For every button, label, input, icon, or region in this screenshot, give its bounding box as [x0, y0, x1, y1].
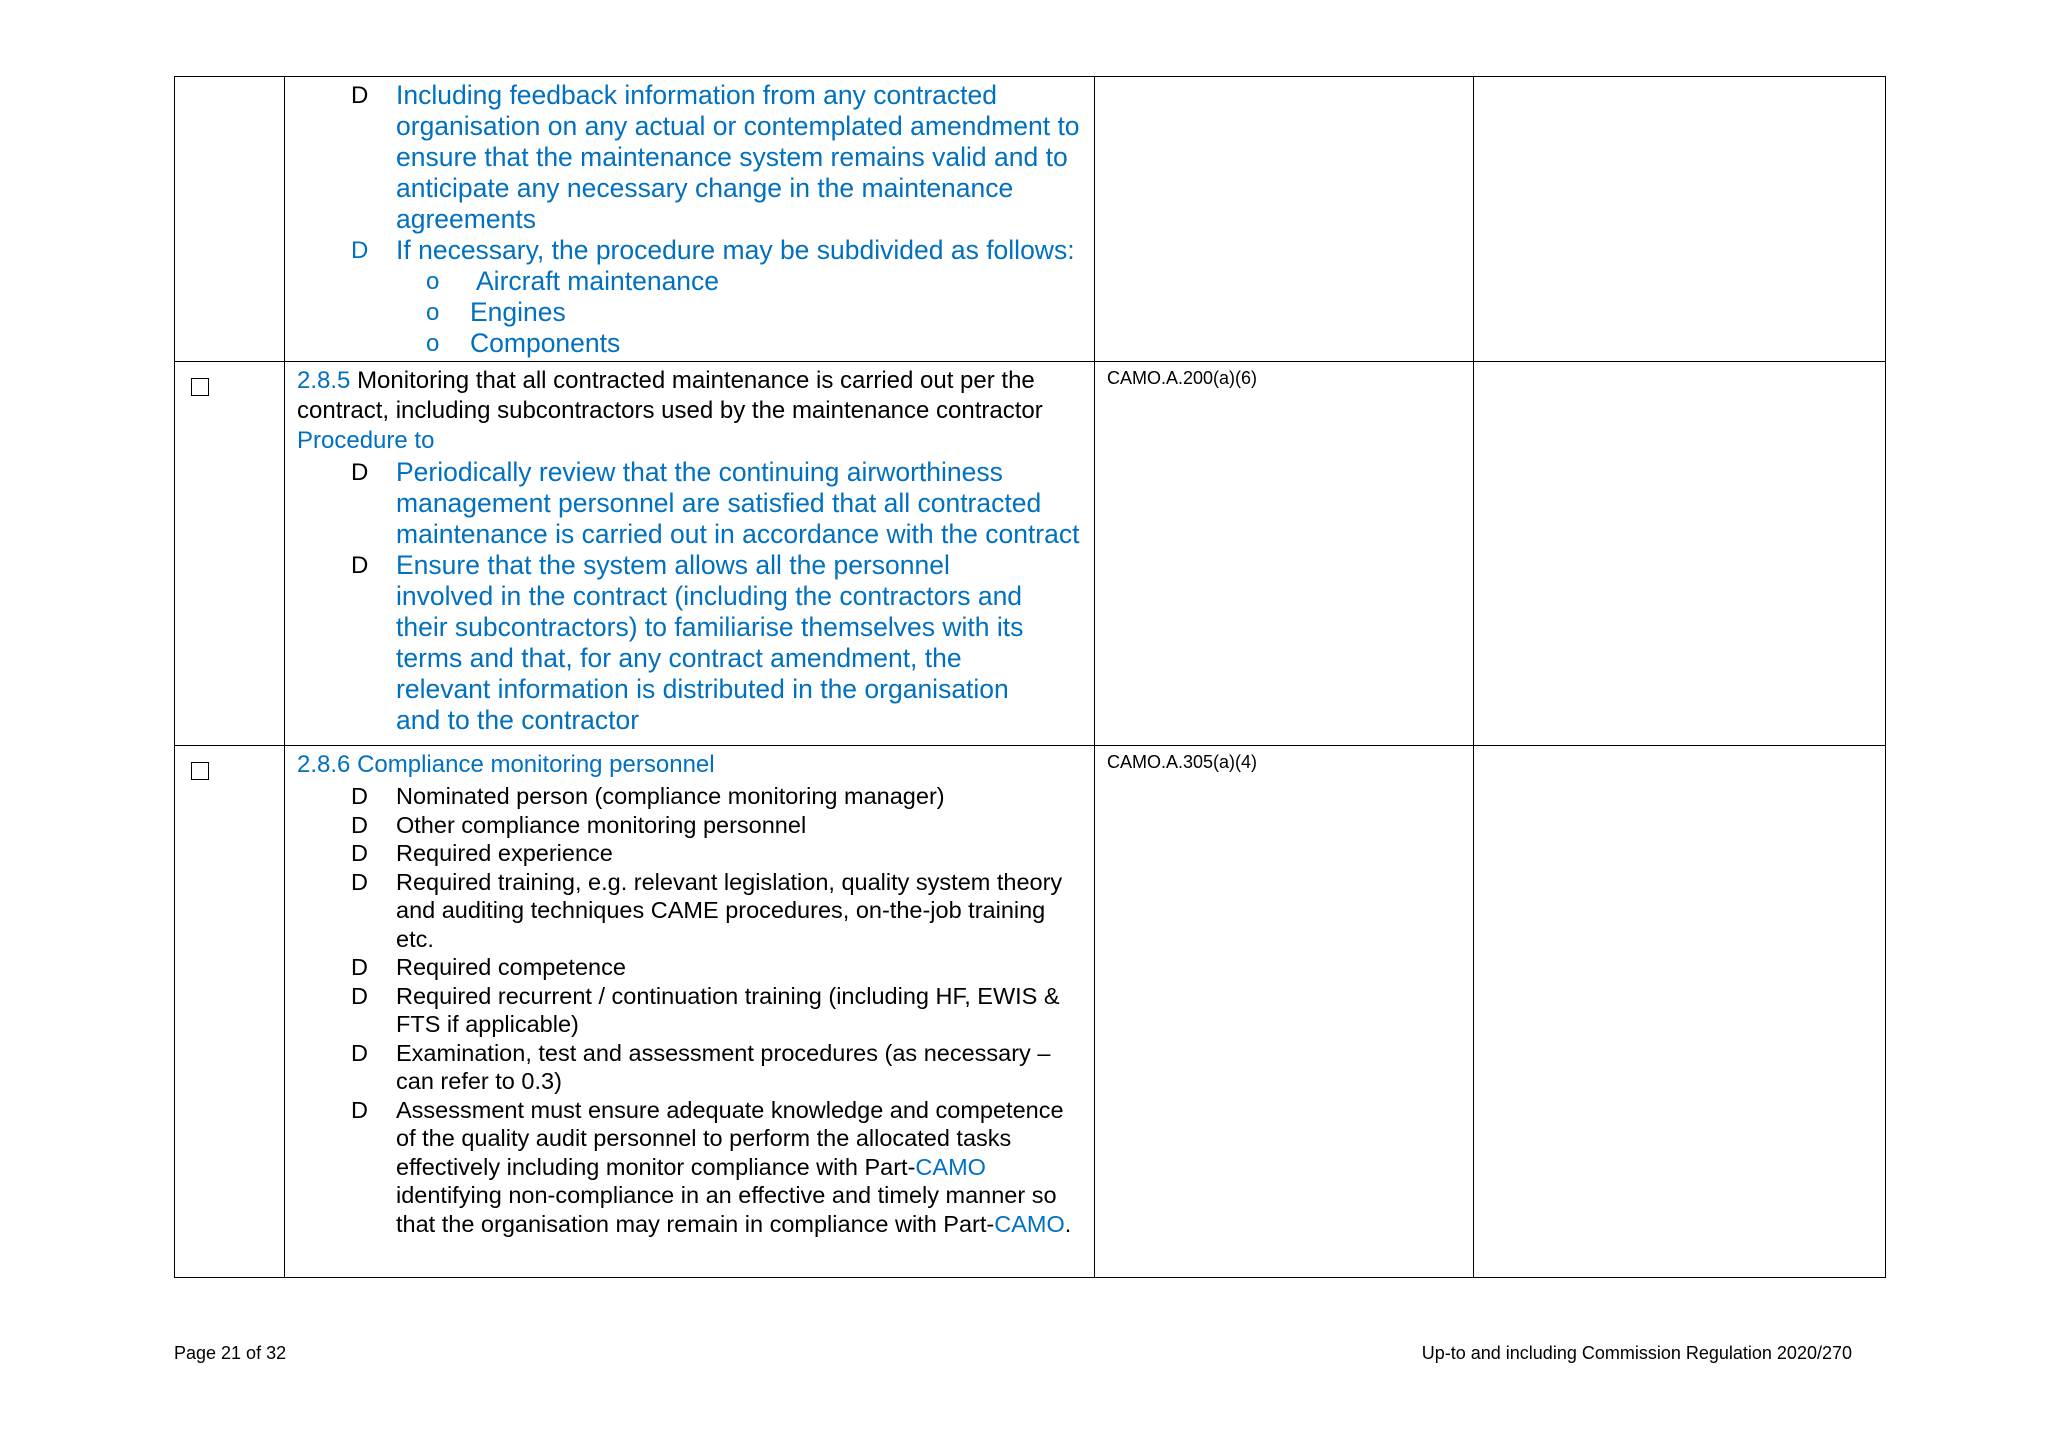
- bullet-marker: D: [351, 840, 368, 866]
- list-item: [351, 457, 1094, 550]
- part-camo-link: CAMO: [994, 1210, 1065, 1237]
- section-number: 2.8.6: [297, 751, 351, 778]
- section-heading: [297, 750, 1094, 780]
- list-item-text: Required training, e.g. relevant legislation, quality system theory and auditing techniques CAME procedures, on-the-job training etc.: [396, 868, 1063, 952]
- bullet-marker: D: [351, 954, 368, 980]
- section-heading: [297, 366, 1094, 426]
- notes-cell: [1474, 362, 1886, 746]
- list-item-text-part: identifying non-compliance in an effective and timely manner so that the organisation may remain in compliance with Part-: [396, 1182, 1057, 1237]
- bullet-marker: D: [351, 783, 368, 809]
- checkbox[interactable]: [191, 762, 209, 780]
- sub-list-item: [426, 297, 1094, 328]
- list-item-text: Nominated person (compliance monitoring manager): [396, 783, 945, 809]
- reference-cell: [1095, 362, 1474, 746]
- list-item: [351, 953, 1094, 982]
- section-title: Monitoring that all contracted maintenance is carried out per the contract, including subcontractors used by the maintenance contractor: [297, 367, 1043, 424]
- regulation-reference: CAMO.A.200(a)(6): [1107, 368, 1258, 388]
- list-item-text: Periodically review that the continuing airworthiness management personnel are satisfied that all contracted maintenance is carried out in accordance with the contract: [396, 457, 1080, 549]
- checkbox[interactable]: [191, 378, 209, 396]
- checkbox-cell: [175, 746, 285, 1278]
- sub-list-item-text: Components: [470, 328, 621, 358]
- sub-list-item: [426, 328, 1094, 359]
- bullet-marker: D: [351, 1096, 368, 1123]
- regulation-reference: CAMO.A.305(a)(4): [1107, 752, 1258, 772]
- bullet-marker: D: [351, 237, 369, 264]
- procedure-label: Procedure to: [297, 427, 435, 454]
- table-row-continuation: [175, 77, 1886, 362]
- bullet-marker: D: [351, 82, 369, 109]
- list-item: [351, 1096, 1094, 1239]
- table-row-2-8-6: [175, 746, 1886, 1278]
- sub-bullet-marker: o: [426, 268, 440, 295]
- bullet-marker: D: [351, 811, 368, 838]
- compliance-checklist-table: [174, 76, 1886, 1278]
- list-item: [351, 80, 1094, 235]
- list-item: [351, 839, 1094, 868]
- sub-list-item: [426, 266, 1094, 297]
- list-item-text-end: .: [1064, 1210, 1072, 1237]
- section-number: 2.8.5: [297, 367, 351, 394]
- bullet-marker: D: [351, 982, 368, 1009]
- content-cell: [285, 746, 1095, 1278]
- checkbox-cell: [175, 77, 285, 362]
- list-item-text: Required experience: [396, 840, 613, 866]
- sub-list-item-text: Engines: [470, 297, 566, 327]
- list-item-text: If necessary, the procedure may be subdivided as follows:: [396, 235, 1075, 265]
- sub-list-item-text: Aircraft maintenance: [476, 266, 720, 296]
- part-camo-link: CAMO: [915, 1153, 986, 1180]
- list-item-text: [396, 1096, 1094, 1239]
- list-item: [351, 1039, 1094, 1096]
- list-item: [351, 235, 1094, 266]
- list-item-text: Ensure that the system allows all the personnel involved in the contract (including the contractors and their subcontractors) to familiarise themselves with its terms and that, for any contract amendment, the relevant information is distributed in the organisation and to the contractor: [396, 550, 1024, 735]
- content-cell: [285, 362, 1095, 746]
- list-item: [351, 811, 1094, 840]
- list-item-text: Examination, test and assessment procedures (as necessary – can refer to 0.3): [396, 1039, 1051, 1094]
- section-title: Compliance monitoring personnel: [357, 751, 715, 778]
- sub-bullet-marker: o: [426, 330, 440, 357]
- page-number: Page 21 of 32: [174, 1343, 287, 1363]
- list-item-text: Including feedback information from any contracted organisation on any actual or contemplated amendment to ensure that the maintenance system remains valid and to anticipate any necessary change in the maintenance agreements: [396, 80, 1080, 234]
- bullet-marker: D: [351, 552, 369, 579]
- list-item: [351, 550, 1094, 736]
- list-item-text: Required competence: [396, 954, 626, 980]
- notes-cell: [1474, 746, 1886, 1278]
- content-cell: [285, 77, 1095, 362]
- list-item: [351, 982, 1094, 1039]
- sub-bullet-marker: o: [426, 299, 440, 326]
- regulation-footer: Up-to and including Commission Regulation 2020/270: [1421, 1343, 1852, 1363]
- reference-cell: [1095, 746, 1474, 1278]
- list-item-text-part: Assessment must ensure adequate knowledge and competence of the quality audit personnel to perform the allocated tasks effectively including monitor compliance with Part-: [396, 1096, 1064, 1180]
- bullet-marker: D: [351, 459, 369, 486]
- bullet-marker: D: [351, 1039, 368, 1066]
- list-item-text: Other compliance monitoring personnel: [396, 811, 807, 838]
- notes-cell: [1474, 77, 1886, 362]
- reference-cell: [1095, 77, 1474, 362]
- list-item: [351, 868, 1094, 954]
- list-item-text: Required recurrent / continuation training (including HF, EWIS & FTS if applicable): [396, 982, 1060, 1037]
- bullet-marker: D: [351, 868, 368, 895]
- list-item: [351, 782, 1094, 811]
- checkbox-cell: [175, 362, 285, 746]
- table-row-2-8-5: [175, 362, 1886, 746]
